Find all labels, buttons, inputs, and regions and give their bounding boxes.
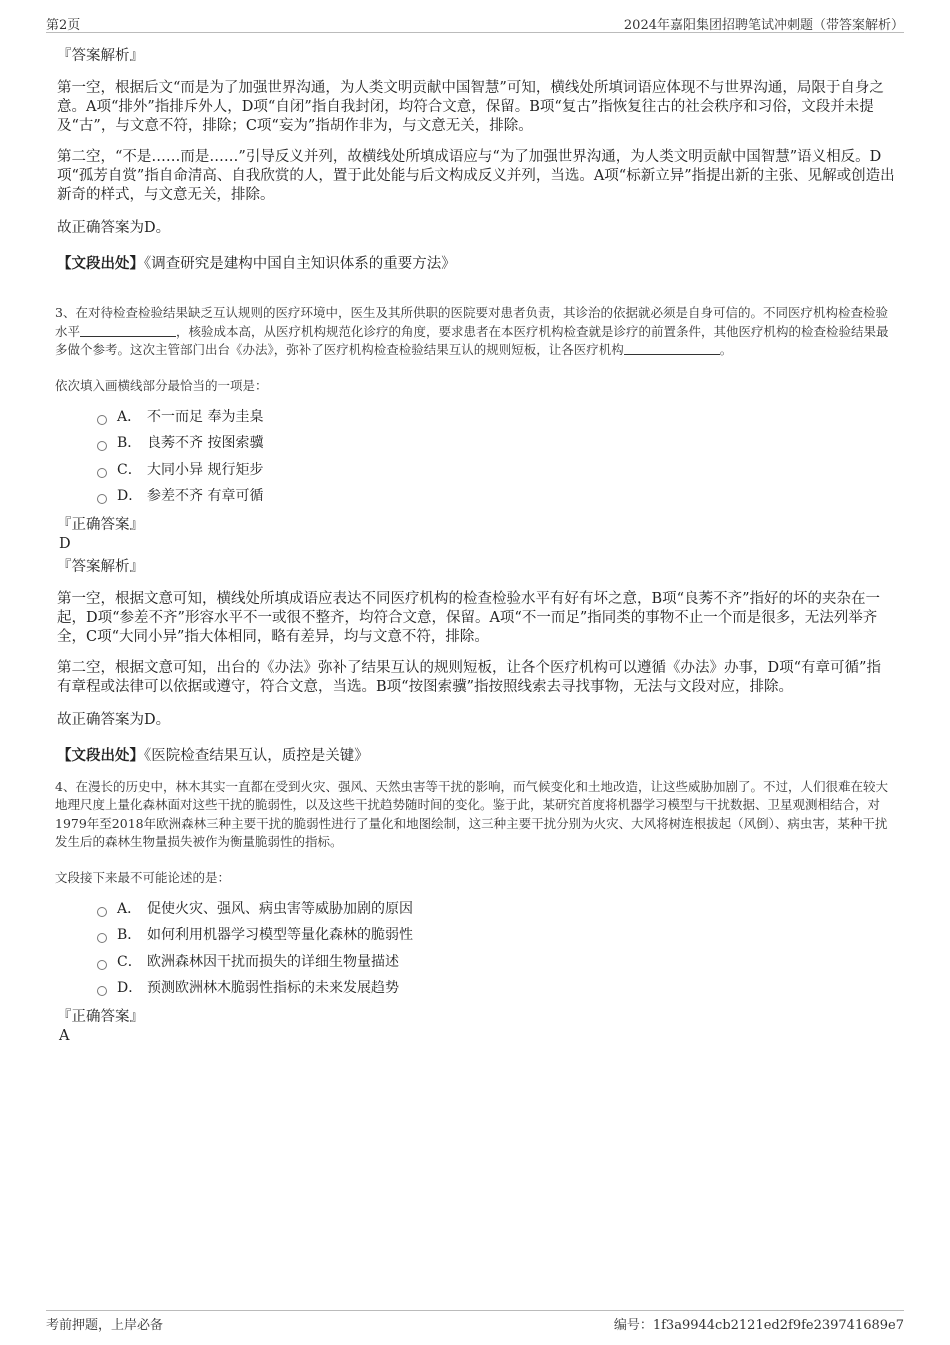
- radio-icon[interactable]: [97, 468, 107, 478]
- q4-answer: A: [59, 1027, 70, 1044]
- q2-source-title: 《调查研究是建构中国自主知识体系的重要方法》: [144, 256, 456, 272]
- option-letter: C．: [117, 953, 142, 970]
- q3-stem-part2: ，核验成本高，从医疗机构规范化诊疗的角度，要求患者在本医疗机构检查就是诊疗的前置条件，其他医疗机构的检查检验结果最多做个参考。这次主管部门出台《办法》，弥补了医疗机构检查检验结果互认的规则短板，让各医疗机构: [55, 323, 889, 357]
- q4-option-c[interactable]: [97, 949, 895, 976]
- option-text: 参差不齐 有章可循: [147, 488, 264, 504]
- q3-option-c[interactable]: [97, 457, 895, 484]
- option-text: 促使火灾、强风、病虫害等威胁加剧的原因: [147, 900, 413, 917]
- q4-prompt: 文段接下来最不可能论述的是：: [55, 869, 231, 885]
- radio-icon[interactable]: [97, 986, 107, 996]
- option-text: 欧洲森林因干扰而损失的详细生物量描述: [147, 953, 399, 970]
- q3-analysis-paragraph-1: 第一空，根据文意可知，横线处所填成语应表达不同医疗机构的检查检验水平有好有坏之意，B项“良莠不齐”指好的坏的夹杂在一起，D项“参差不齐”形容水平不一或很不整齐，均符合文意，保留。A项“不一而足”指同类的事物不止一个而是很多，无法列举齐全，C项“大同小异”指大体相同，略有差异，均与文意不符，排除。: [57, 590, 880, 645]
- q3-source-label: 【文段出处】: [57, 746, 144, 764]
- option-text: 不一而足 奉为圭臬: [147, 408, 264, 425]
- q3-source: [57, 746, 895, 766]
- q2-conclusion: 故正确答案为D。: [57, 220, 171, 236]
- option-text: 预测欧洲林木脆弱性指标的未来发展趋势: [147, 980, 399, 996]
- q3-analysis-paragraph-2: 第二空，根据文意可知，出台的《办法》弥补了结果互认的规则短板，让各个医疗机构可以遵循《办法》办事，D项“有章可循”指有章程或法律可以依据或遵守，符合文意，当选。B项“按图索骥”指按照线索去寻找事物，无法与文段对应，排除。: [57, 659, 881, 695]
- q3-stem: [55, 304, 895, 360]
- q3-source-title: 《医院检查结果互认，质控是关键》: [144, 747, 369, 764]
- q2-analysis-paragraph-1: 第一空，根据后文“而是为了加强世界沟通，为人类文明贡献中国智慧”可知，横线处所填词语应体现不与世界沟通，局限于自身之意。A项“排外”指排斥外人，D项“自闭”指自我封闭，均符合文意，保留。B项“复古”指恢复往古的社会秩序和习俗，文段并未提及“古”，与文意不符，排除；C项“妄为”指胡作非为，与文意无关，排除。: [57, 80, 884, 134]
- footer-slogan: 考前押题，上岸必备: [46, 1318, 164, 1333]
- q4-option-a[interactable]: [97, 896, 895, 923]
- q3-option-b[interactable]: [97, 430, 895, 457]
- q3-stem-part1: 3、在对待检查检验结果缺乏互认规则的医疗环境中，医生及其所供职的医院要对患者负责，其诊治的依据就必须是自身可信的。不同医疗机构检查检验水平: [55, 305, 888, 339]
- q3-conclusion: 故正确答案为D。: [57, 711, 171, 728]
- option-letter: A．: [117, 408, 142, 425]
- radio-icon[interactable]: [97, 960, 107, 970]
- q3-blank-1: [80, 324, 176, 337]
- q4-answer-label: 『正确答案』: [57, 1008, 144, 1025]
- option-letter: D．: [117, 980, 143, 996]
- option-letter: C．: [117, 461, 142, 478]
- q3-blank-2: [624, 342, 720, 355]
- q3-stem-part3: 。: [719, 342, 733, 357]
- q4-options: [97, 896, 895, 1002]
- q3-options: [97, 404, 895, 510]
- radio-icon[interactable]: [97, 907, 107, 917]
- q4-option-b[interactable]: [97, 922, 895, 949]
- page-number: 第2页: [46, 18, 81, 33]
- q3-answer-label: 『正确答案』: [57, 516, 144, 533]
- option-letter: A．: [117, 900, 142, 917]
- option-text: 大同小异 规行矩步: [147, 461, 264, 478]
- footer-code: 编号：1f3a9944cb2121ed2f9fe239741689e7: [613, 1318, 904, 1333]
- page-footer: [46, 1310, 904, 1333]
- page-content: [57, 45, 895, 1046]
- document-title: 2024年嘉阳集团招聘笔试冲刺题（带答案解析）: [623, 18, 904, 33]
- radio-icon[interactable]: [97, 441, 107, 451]
- q2-source-label: 【文段出处】: [57, 255, 144, 272]
- option-text: 良莠不齐 按图索骥: [147, 435, 264, 451]
- q4-option-d[interactable]: [97, 975, 895, 1002]
- q2-analysis-paragraph-2: 第二空，“不是……而是……”引导反义并列，故横线处所填成语应与“为了加强世界沟通，为人类文明贡献中国智慧”语义相反。D项“孤芳自赏”指自命清高、自我欣赏的人，置于此处能与后文构成反义并列，当选。A项“标新立异”指提出新的主张、见解或创造出新奇的样式，与文意无关，排除。: [57, 149, 895, 203]
- q4-stem: 4、在漫长的历史中，林木其实一直都在受到火灾、强风、天然虫害等干扰的影响，而气候变化和土地改造，让这些威胁加剧了。不过，人们很难在较大地理尺度上量化森林面对这些干扰的脆弱性，以及这些干扰趋势随时间的变化。鉴于此，某研究首度将机器学习模型与干扰数据、卫星观测相结合，对1979年至2018年欧洲森林三种主要干扰的脆弱性进行了量化和地图绘制，这三种主要干扰分别为火灾、大风将树连根拔起（风倒）、病虫害，某种干扰发生后的森林生物量损失被作为衡量脆弱性的指标。: [55, 778, 888, 849]
- option-letter: D．: [117, 488, 143, 504]
- q2-source: [57, 254, 895, 274]
- radio-icon[interactable]: [97, 494, 107, 504]
- page-header: [46, 14, 904, 33]
- option-letter: B．: [117, 435, 142, 451]
- option-text: 如何利用机器学习模型等量化森林的脆弱性: [147, 927, 413, 943]
- q3-prompt: 依次填入画横线部分最恰当的一项是：: [55, 377, 268, 393]
- option-letter: B．: [117, 927, 142, 943]
- radio-icon[interactable]: [97, 415, 107, 425]
- radio-icon[interactable]: [97, 933, 107, 943]
- q3-option-a[interactable]: [97, 404, 895, 431]
- q3-option-d[interactable]: [97, 483, 895, 510]
- q2-analysis-label: 『答案解析』: [57, 48, 144, 64]
- q3-answer: D: [59, 535, 71, 552]
- q3-analysis-label: 『答案解析』: [57, 558, 144, 575]
